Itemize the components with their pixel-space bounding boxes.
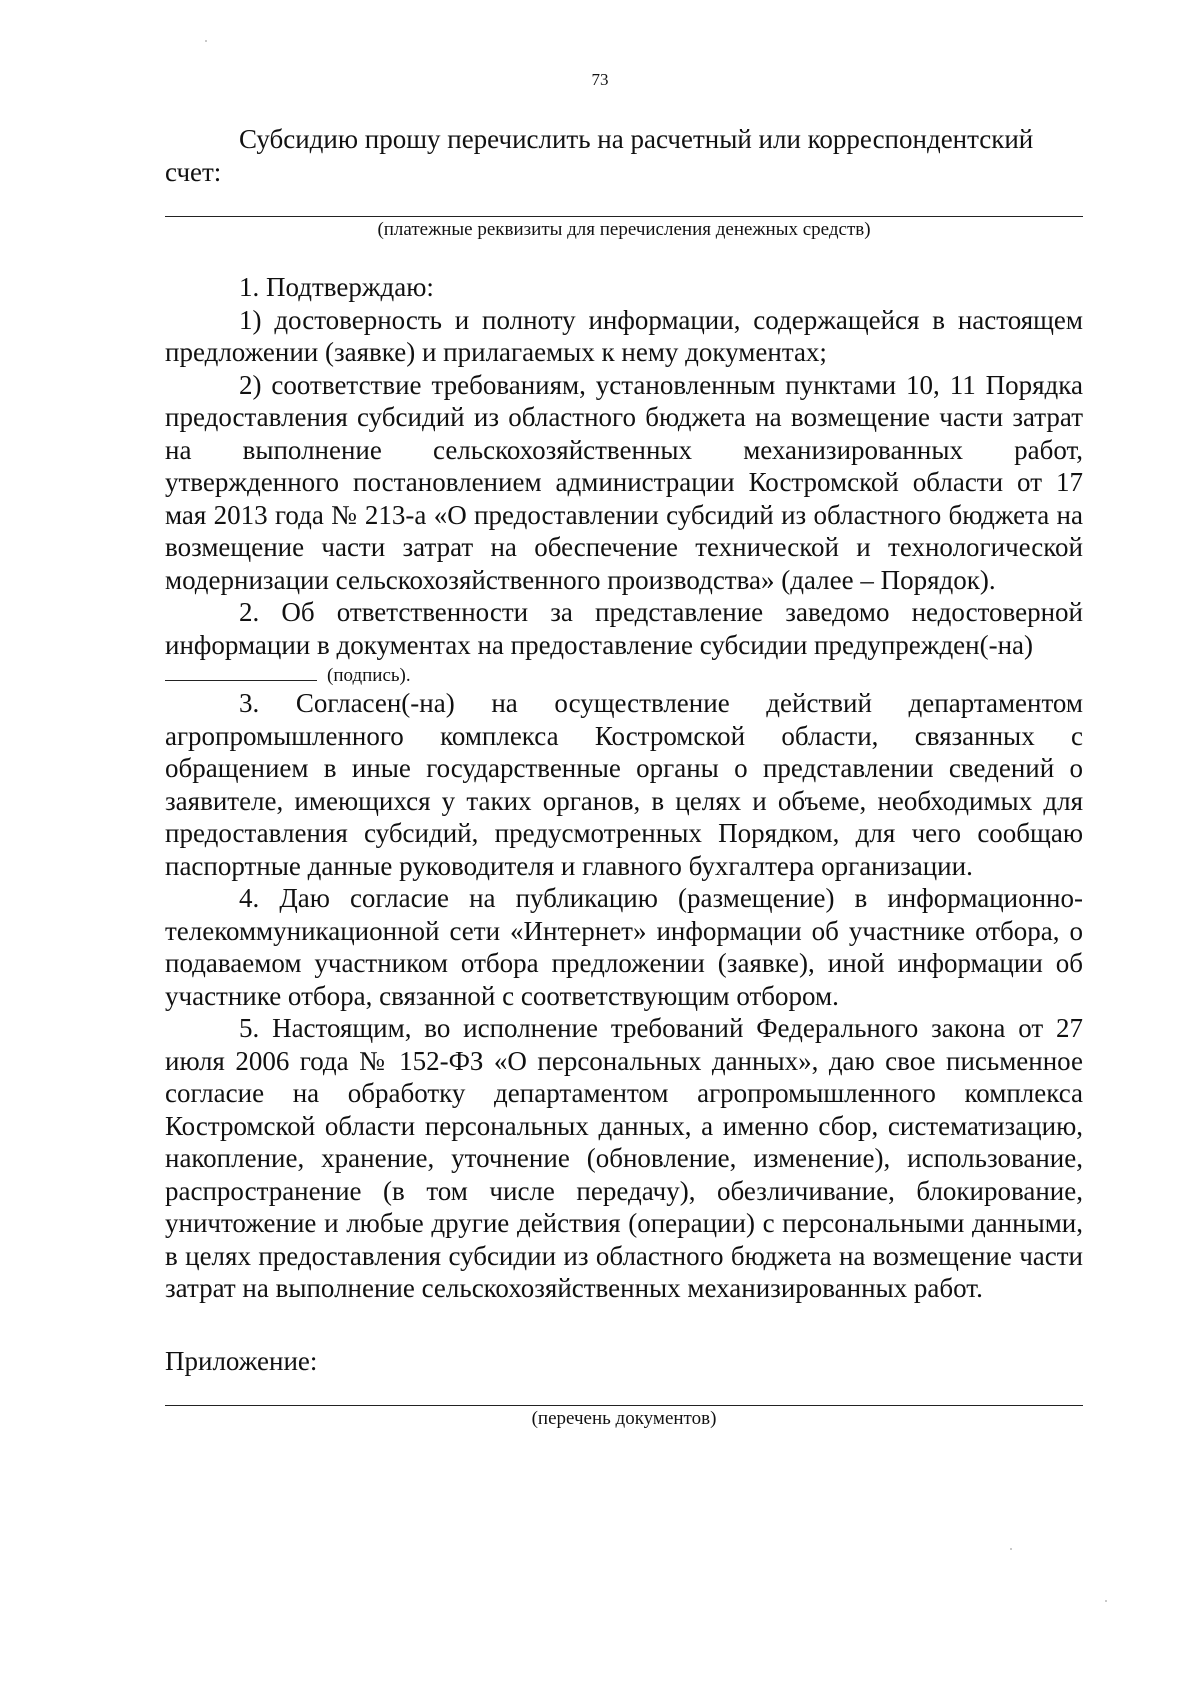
- consent-paragraph: 3. Согласен(-на) на осуществление действий департаментом агропромышленного комплекса Костромской области, связанных с обращением в иные государственные органы о представлении сведений о заявителе, имеющихся у таких органов, в целях и объеме, необходимых для предоставления субсидий, предусмотренных Порядком, для чего сообщаю паспортные данные руководителя и главного бухгалтера организации.: [165, 688, 1083, 881]
- personal-data-consent-paragraph: 5. Настоящим, во исполнение требований Федерального закона от 27 июля 2006 года № 152-ФЗ «О персональных данных», даю свое письменное согласие на обработку департаментом агропромышленного комплекса Костромской области персональных данных, а именно сбор, систематизацию, накопление, хранение, уточнение (обновление, изменение), использование, распространение (в том числе передачу), обезличивание, блокирование, уничтожение и любые другие действия (операции) с персональными данными, в целях предоставления субсидии из областного бюджета на возмещение части затрат на выполнение сельскохозяйственных механизированных работ.: [165, 1013, 1083, 1303]
- document-body: [165, 123, 1083, 1430]
- signature-row: [165, 661, 1083, 687]
- appendix-line: [165, 1405, 1083, 1406]
- blank-space: [165, 1305, 1083, 1345]
- intro-continuation: счет:: [165, 156, 222, 187]
- responsibility-paragraph: 2. Об ответственности за представление заведомо недостоверной информации в документах на предоставление субсидии предупрежден(-на): [165, 597, 1083, 660]
- payment-details-line: [165, 216, 1083, 217]
- blank-space: [165, 1377, 1083, 1405]
- scan-speck: [1010, 1548, 1012, 1550]
- payment-details-caption: (платежные реквизиты для перечисления денежных средств): [377, 219, 871, 240]
- scan-speck: [205, 40, 207, 42]
- publication-consent-paragraph: 4. Даю согласие на публикацию (размещение) в информационно-телекоммуникационной сети «Интернет» информации об участнике отбора, о подаваемом участником отбора предложении (заявке), иной информации об участнике отбора, связанной с соответствующим отбором.: [165, 883, 1083, 1011]
- page-number: 73: [591, 70, 609, 89]
- blank-space: [165, 241, 1083, 271]
- scan-speck: [1105, 1600, 1107, 1602]
- blank-space: [165, 188, 1083, 216]
- signature-caption: (подпись).: [327, 665, 411, 686]
- confirm-item-1: 1) достоверность и полноту информации, содержащейся в настоящем предложении (заявке) и прилагаемых к нему документах;: [165, 304, 1083, 367]
- signature-line: [165, 680, 317, 681]
- confirm-item-2: 2) соответствие требованиям, установленным пунктами 10, 11 Порядка предоставления субсидий из областного бюджета на возмещение части затрат на выполнение сельскохозяйственных механизированных работ, утвержденного постановлением администрации Костромской области от 17 мая 2013 года № 213-а «О предоставлении субсидий из областного бюджета на возмещение части затрат на обеспечение технической и технологической модернизации сельскохозяйственного производства» (далее – Порядок).: [165, 369, 1083, 595]
- appendix-label: Приложение:: [165, 1345, 318, 1376]
- confirm-heading: 1. Подтверждаю:: [239, 272, 434, 302]
- appendix-caption: (перечень документов): [531, 1408, 717, 1429]
- intro-text: Субсидию прошу перечислить на расчетный или корреспондентский: [239, 124, 1034, 154]
